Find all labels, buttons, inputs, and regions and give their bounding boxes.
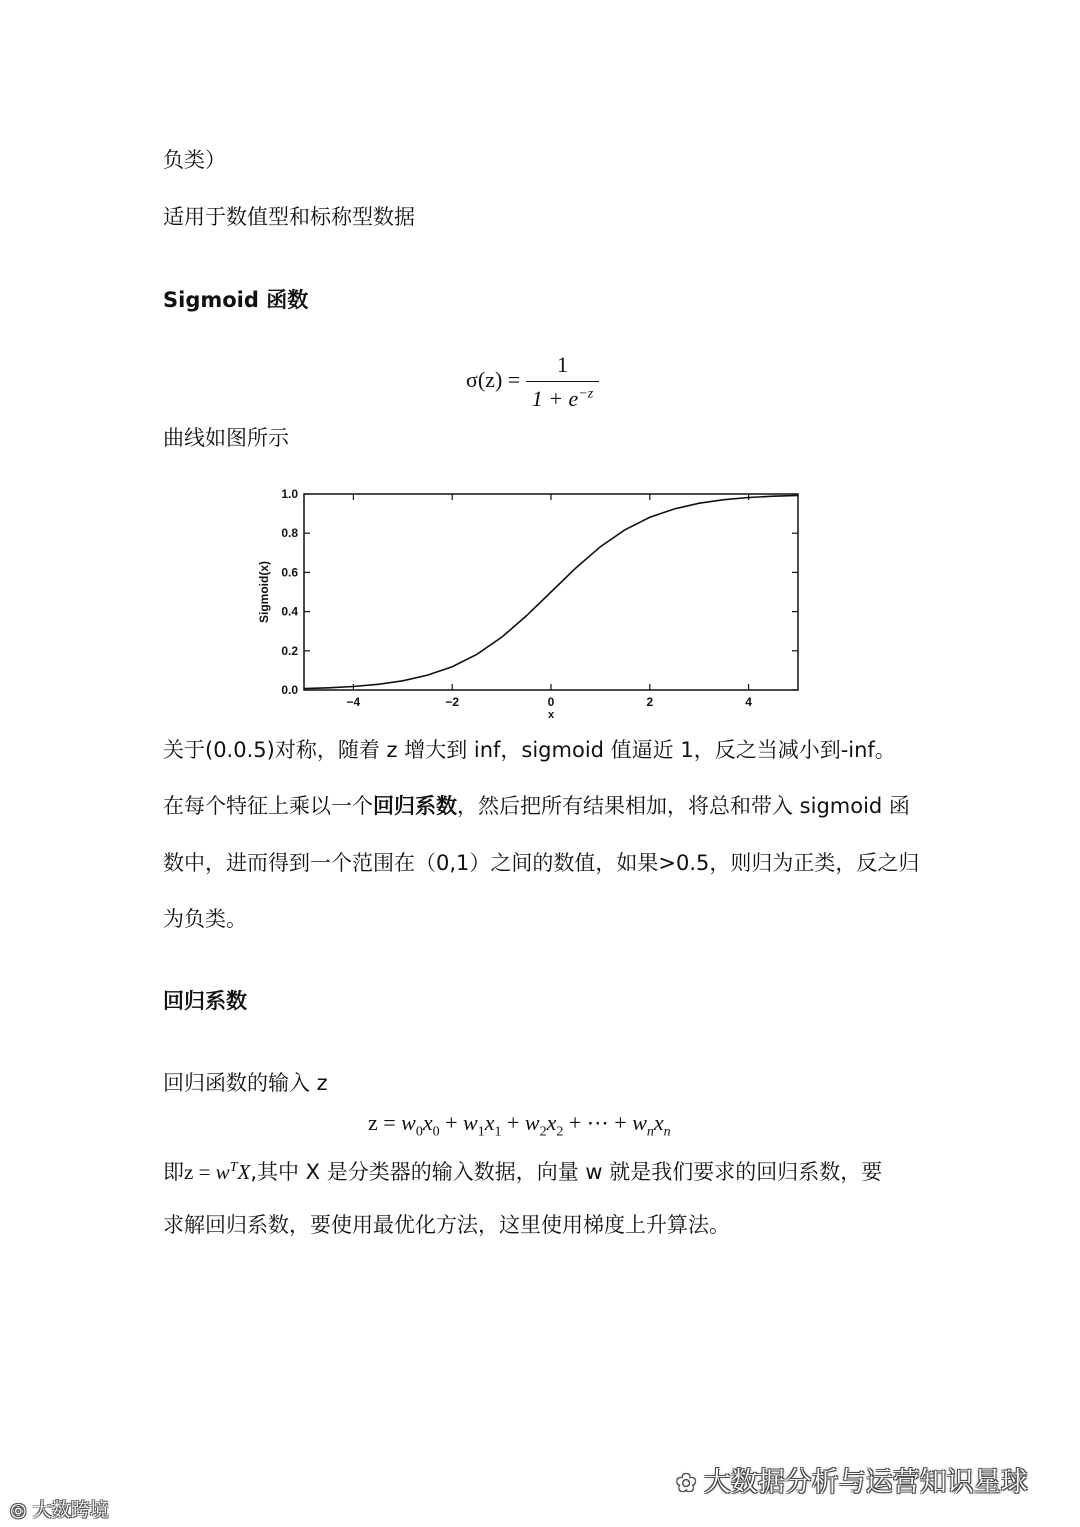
text-line [163, 1153, 882, 1187]
y-tick-label: 1.0 [281, 487, 298, 501]
data-point [476, 654, 477, 655]
text-line: 回归函数的输入 z [163, 1071, 328, 1095]
watermark-left [10, 1495, 109, 1522]
text-line: 为负类。 [163, 907, 247, 931]
data-point [526, 615, 527, 616]
chart-y-label: Sigmoid(x) [257, 561, 271, 623]
section-heading: 回归系数 [163, 989, 247, 1013]
x-tick-label: 4 [745, 695, 752, 709]
data-point [649, 517, 650, 518]
text-run: ,其中 X 是分类器的输入数据，向量 w 就是我们要求的回归系数，要 [250, 1160, 883, 1184]
data-point [575, 568, 576, 569]
y-tick-label: 0.8 [281, 526, 298, 541]
text-line: 关于(0.0.5)对称，随着 z 增大到 inf，sigmoid 值逼近 1，反之当减小到-inf。 [163, 738, 896, 762]
text-run: 即 [163, 1160, 184, 1184]
data-point [402, 680, 403, 681]
text-line: 适用于数值型和标称型数据 [163, 205, 415, 229]
data-point [773, 496, 774, 497]
formula-exponent: −z [578, 386, 594, 402]
watermark-text: 大数据分析与运营知识星球 [703, 1467, 1028, 1498]
data-point [378, 684, 379, 685]
wechat-icon: ✿ [676, 1469, 704, 1497]
text-line [163, 791, 910, 821]
text-line: 曲线如图所示 [163, 426, 289, 450]
data-point [550, 591, 551, 592]
text-line: 求解回归系数，要使用最优化方法，这里使用梯度上升算法。 [163, 1213, 730, 1237]
formula-denominator [526, 382, 600, 412]
data-point [797, 495, 798, 496]
y-tick-label: 0.0 [281, 683, 298, 697]
watermark-right [676, 1460, 1028, 1499]
data-point [303, 688, 304, 689]
data-point [723, 499, 724, 500]
sigmoid-chart [240, 480, 840, 720]
y-tick-label: 0.6 [281, 565, 298, 580]
linear-formula: $z = w_0x_0 + w_1x_1 + w_2x_2$ + ⋯ + $w_nx_n$ [368, 1110, 671, 1140]
logo-icon: ◎ [10, 1499, 33, 1521]
x-tick-label: 2 [646, 695, 654, 709]
inline-formula: $z = w^TX$ [184, 1160, 251, 1184]
data-point [699, 503, 700, 504]
data-point [427, 675, 428, 676]
watermark-text: 大数跨境 [32, 1499, 109, 1521]
data-point [328, 687, 329, 688]
text-run: 在每个特征上乘以一个 [163, 794, 373, 818]
x-tick-label: 0 [547, 695, 555, 709]
formula-lhs: σ(z) = [466, 367, 521, 393]
chart-series [303, 495, 798, 689]
data-point [674, 508, 675, 509]
data-point [501, 637, 502, 638]
text-run: ，然后把所有结果相加，将总和带入 sigmoid 函 [457, 794, 910, 818]
x-tick-label: −2 [445, 695, 460, 709]
data-point [625, 529, 626, 530]
formula-text [368, 1110, 384, 1111]
y-tick-label: 0.4 [281, 604, 298, 619]
formula-fraction [526, 352, 600, 412]
data-point [600, 546, 601, 547]
sigmoid-formula [466, 352, 599, 412]
section-heading: Sigmoid 函数 [163, 288, 309, 312]
data-point [353, 686, 354, 687]
data-point [748, 497, 749, 498]
x-tick-label: −4 [346, 695, 361, 709]
y-tick-label: 0.2 [281, 643, 298, 658]
text-line: 数中，进而得到一个范围在（0,1）之间的数值，如果>0.5，则归为正类，反之归 [163, 851, 920, 875]
data-point [452, 666, 453, 667]
formula-denominator-base: 1 + e [531, 386, 579, 411]
chart-x-label: x [547, 709, 555, 720]
bold-term: 回归系数 [373, 794, 457, 818]
chart-ticks [281, 487, 798, 709]
text-line: 负类） [163, 148, 226, 172]
formula-numerator: 1 [526, 352, 600, 382]
